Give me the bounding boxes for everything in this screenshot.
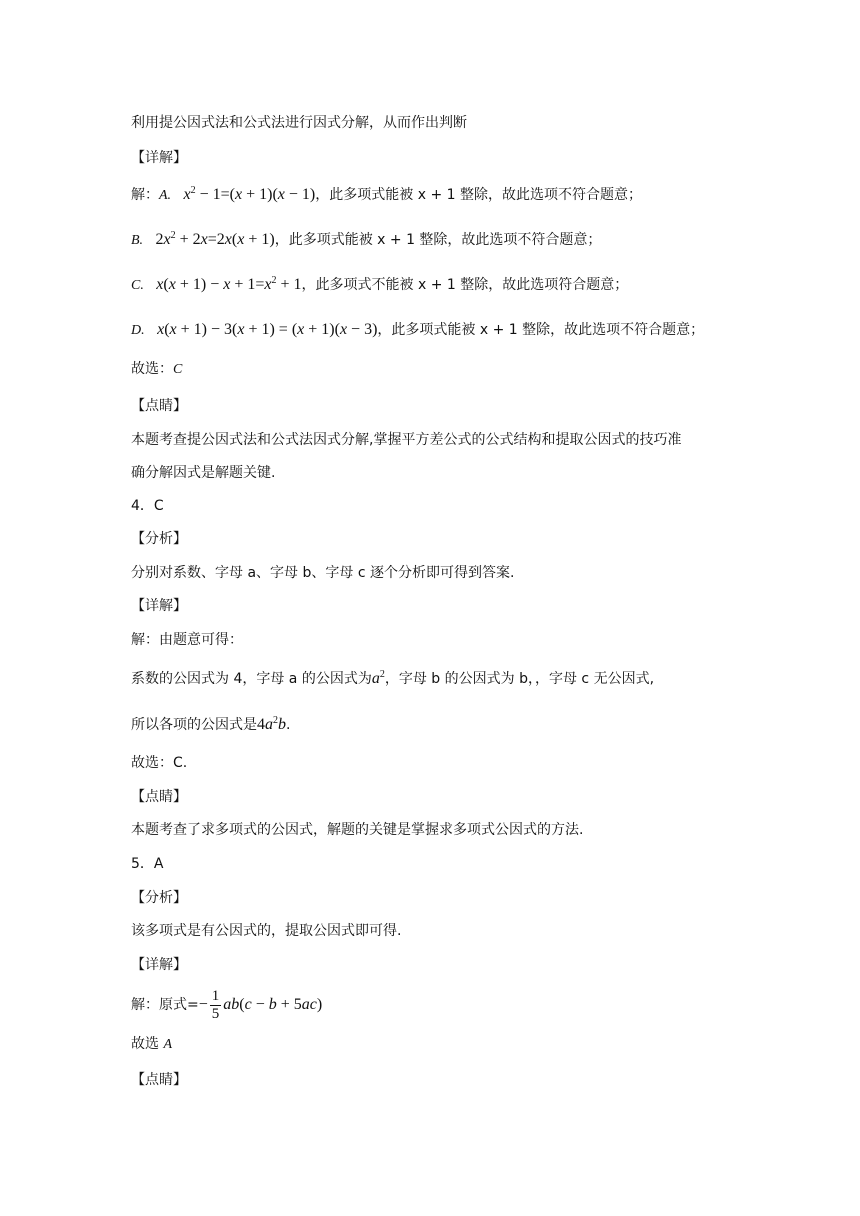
q5-answer-prefix: 故选 <box>131 1036 164 1052</box>
q4-step2-text-end: ，字母 b 的公因式为 b，，字母 c 无公因式, <box>384 671 655 687</box>
q3-d-math: x(x + 1) − 3(x + 1) = (x + 1)(x − 3) <box>157 321 378 338</box>
q4-step2-text: 系数的公因式为 4，字母 a 的公因式为 <box>131 671 372 687</box>
q5-step <box>131 985 322 1025</box>
q4-comment-heading: 【点睛】 <box>131 789 187 805</box>
q3-option-c <box>131 275 628 296</box>
q4-answer: 故选：C. <box>131 755 188 771</box>
q5-analysis: 该多项式是有公因式的，提取公因式即可得. <box>131 923 402 939</box>
q5-analysis-heading: 【分析】 <box>131 890 187 906</box>
q3-a-letter: A. <box>159 188 172 203</box>
q5-number: 5．A <box>131 856 164 872</box>
q4-step3-math: $4a^2b$ <box>257 715 286 733</box>
q3-b-math: $2x^2 + 2x=2x(x + 1)$ <box>155 230 275 248</box>
q3-c-math: $x(x + 1) - x + 1=x^2 + 1$ <box>156 275 302 293</box>
q3-d-text: ，此多项式能被 x + 1 整除，故此选项不符合题意； <box>377 322 705 338</box>
q4-step3 <box>131 715 290 735</box>
q3-detail-heading: 【详解】 <box>131 150 187 166</box>
q4-step1: 解：由题意可得： <box>131 632 243 648</box>
q5-fraction: $\frac{1}{5}$ <box>211 987 220 1022</box>
q5-detail-heading: 【详解】 <box>131 957 187 973</box>
q3-answer-prefix: 故选： <box>131 361 173 377</box>
q3-answer <box>131 359 182 380</box>
q5-answer-letter: A <box>163 1037 173 1052</box>
q5-answer <box>131 1034 172 1055</box>
q3-c-text: ，此多项式不能被 x + 1 整除，故此选项符合题意； <box>301 277 629 293</box>
q3-a-prefix: 解： <box>131 187 159 203</box>
q4-number: 4．C <box>131 498 164 514</box>
q3-b-text: ，此多项式能被 x + 1 整除，故此选项不符合题意； <box>274 232 602 248</box>
q3-a-text: ，此多项式能被 x + 1 整除，故此选项不符合题意； <box>315 187 642 203</box>
q4-comment: 本题考查了求多项式的公因式，解题的关键是掌握求多项式公因式的方法. <box>131 822 584 838</box>
q3-comment-line2: 确分解因式是解题关键. <box>131 465 276 481</box>
q3-d-letter: D. <box>131 323 145 338</box>
q4-step3-period: . <box>286 717 291 733</box>
q3-a-math: $x^2 - 1=(x + 1)(x - 1)$ <box>183 185 316 203</box>
q3-b-letter: B. <box>131 233 144 248</box>
q3-comment-heading: 【点睛】 <box>131 398 187 414</box>
q3-c-letter: C. <box>131 278 144 293</box>
q5-step-math: − $\frac{1}{5}$ ab(c − b + 5ac) <box>198 987 323 1022</box>
q3-answer-letter: C <box>173 362 183 377</box>
q3-comment-line1: 本题考查提公因式法和公式法因式分解,掌握平方差公式的公式结构和提取公因式的技巧准 <box>131 432 682 448</box>
q4-step2-math: $a^2$ <box>371 669 385 687</box>
q4-step3-text: 所以各项的公因式是 <box>131 717 257 733</box>
q4-detail-heading: 【详解】 <box>131 598 187 614</box>
q5-comment-heading: 【点睛】 <box>131 1072 187 1088</box>
q5-step-prefix: 解：原式= <box>131 997 199 1013</box>
q3-option-a <box>131 185 642 206</box>
q4-analysis-heading: 【分析】 <box>131 531 187 547</box>
q4-step2 <box>131 669 654 689</box>
q3-option-d <box>131 320 704 341</box>
q3-option-b <box>131 230 601 251</box>
q4-analysis: 分别对系数、字母 a、字母 b、字母 c 逐个分析即可得到答案. <box>131 565 515 581</box>
intro-text: 利用提公因式法和公式法进行因式分解，从而作出判断 <box>131 115 467 131</box>
